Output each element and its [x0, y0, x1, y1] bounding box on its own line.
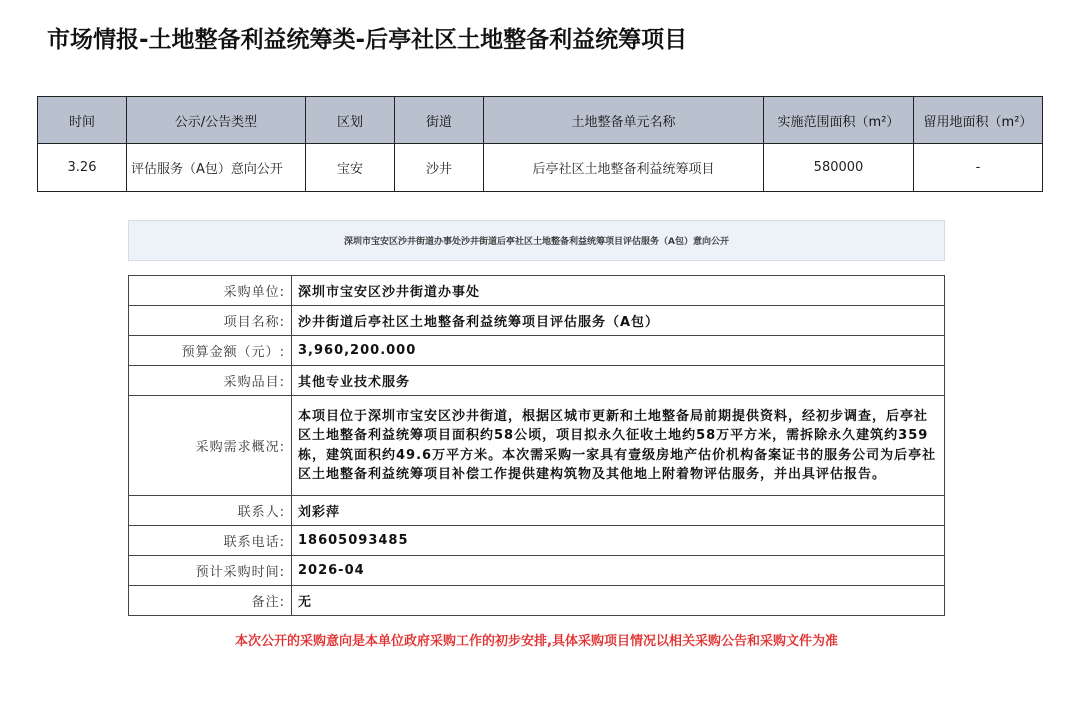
detail-label: 预计采购时间: [129, 556, 292, 586]
detail-row-requirements [129, 396, 945, 496]
cell-area: 580000 [764, 144, 914, 192]
col-header-area: 实施范围面积（m²） [764, 97, 914, 144]
cell-notice-type: 评估服务（A包）意向公开 [127, 144, 306, 192]
col-header-unit-name: 土地整备单元名称 [484, 97, 764, 144]
detail-label: 项目名称: [129, 306, 292, 336]
detail-label: 联系人: [129, 496, 292, 526]
cell-retained-area: - [914, 144, 1043, 192]
procurement-details-table [128, 275, 945, 616]
cell-district: 宝安 [306, 144, 395, 192]
detail-row-category [129, 366, 945, 396]
detail-label: 采购单位: [129, 276, 292, 306]
detail-row-purchaser [129, 276, 945, 306]
cell-street: 沙井 [395, 144, 484, 192]
detail-value: 3,960,200.000 [292, 336, 945, 366]
detail-value: 18605093485 [292, 526, 945, 556]
table-row [38, 144, 1043, 192]
col-header-street: 街道 [395, 97, 484, 144]
detail-label: 预算金额（元）: [129, 336, 292, 366]
cell-unit-name: 后亭社区土地整备利益统筹项目 [484, 144, 764, 192]
detail-label: 采购需求概况: [129, 396, 292, 496]
page-title: 市场情报-土地整备利益统筹类-后亭社区土地整备利益统筹项目 [47, 27, 688, 53]
detail-label: 采购品目: [129, 366, 292, 396]
detail-value: 沙井街道后亭社区土地整备利益统筹项目评估服务（A包） [292, 306, 945, 336]
detail-label: 备注: [129, 586, 292, 616]
col-header-district: 区划 [306, 97, 395, 144]
detail-row-expected-time [129, 556, 945, 586]
detail-row-project-name [129, 306, 945, 336]
detail-row-contact [129, 496, 945, 526]
col-header-notice-type: 公示/公告类型 [127, 97, 306, 144]
summary-header-row [38, 97, 1043, 144]
detail-value: 本项目位于深圳市宝安区沙井街道，根据区城市更新和土地整备局前期提供资料，经初步调查，后亭社区土地整备利益统筹项目面积约58公顷，项目拟永久征收土地约58万平方米，需拆除永久建筑约359栋，建筑面积约49.6万平方米。本次需采购一家具有壹级房地产估价机构备案证书的服务公司为后亭社区土地整备利益统筹项目补偿工作提供建构筑物及其他地上附着物评估服务，并出具评估报告。 [292, 396, 945, 496]
notice-header: 深圳市宝安区沙井街道办事处沙井街道后亭社区土地整备利益统筹项目评估服务（A包）意向公开 [128, 220, 945, 261]
detail-row-budget [129, 336, 945, 366]
detail-value: 2026-04 [292, 556, 945, 586]
col-header-retained-area: 留用地面积（m²） [914, 97, 1043, 144]
cell-time: 3.26 [38, 144, 127, 192]
detail-label: 联系电话: [129, 526, 292, 556]
detail-row-phone [129, 526, 945, 556]
detail-value: 其他专业技术服务 [292, 366, 945, 396]
detail-value: 刘彩萍 [292, 496, 945, 526]
summary-table [37, 96, 1043, 192]
detail-value: 深圳市宝安区沙井街道办事处 [292, 276, 945, 306]
disclaimer-text: 本次公开的采购意向是本单位政府采购工作的初步安排,具体采购项目情况以相关采购公告和采购文件为准 [235, 634, 838, 649]
col-header-time: 时间 [38, 97, 127, 144]
detail-row-remarks [129, 586, 945, 616]
detail-value: 无 [292, 586, 945, 616]
